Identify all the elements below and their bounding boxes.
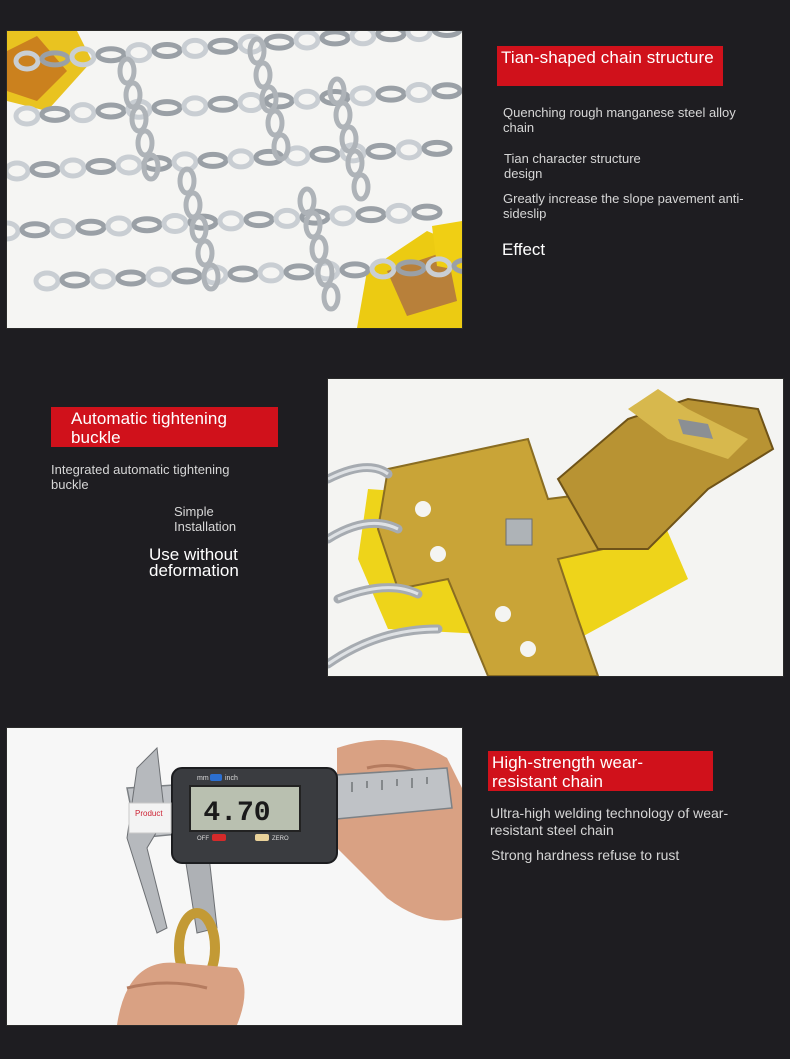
chain-link xyxy=(108,218,130,234)
section1-point-3: Greatly increase the slope pavement anti-sideslip xyxy=(503,191,744,221)
chain-link xyxy=(180,169,194,193)
chain-link xyxy=(210,40,236,52)
section1-point-1: Quenching rough manganese steel alloy chain xyxy=(503,105,736,135)
chain-link xyxy=(92,271,114,287)
chain-link xyxy=(286,266,312,278)
caliper-unit-inch: inch xyxy=(225,775,238,782)
chain-link xyxy=(186,193,200,217)
chain-link xyxy=(342,264,368,276)
chain-link xyxy=(266,95,292,107)
chain-link xyxy=(424,142,450,154)
section3-heading xyxy=(488,751,713,791)
chain-link xyxy=(296,32,318,48)
chain-link xyxy=(336,103,350,127)
chain-structure-photo xyxy=(7,31,462,328)
chain-link xyxy=(88,160,114,172)
chain-link xyxy=(98,105,124,117)
chain-link xyxy=(368,145,394,157)
chain-link xyxy=(174,270,200,282)
chain-link xyxy=(352,31,374,44)
chain-link xyxy=(16,108,38,124)
chain-link xyxy=(230,268,256,280)
chain-link xyxy=(378,31,404,40)
chain-link xyxy=(22,224,48,236)
section2-point-3: Use without deformation xyxy=(149,545,239,580)
zero-label: ZERO xyxy=(272,836,289,842)
section2-point-2: Simple Installation xyxy=(174,504,237,534)
chain-link xyxy=(138,131,152,155)
off-button xyxy=(212,834,226,841)
chain-link xyxy=(352,88,374,104)
chain-link xyxy=(52,220,74,236)
chain-link xyxy=(300,189,314,213)
chain-link xyxy=(378,88,404,100)
chain-link xyxy=(134,219,160,231)
chain-link xyxy=(7,223,18,239)
chain-link xyxy=(434,31,460,36)
chain-link xyxy=(296,91,318,107)
chain-link xyxy=(408,84,430,100)
chain-link xyxy=(220,213,242,229)
chain-link xyxy=(154,45,180,57)
chain-link xyxy=(358,209,384,221)
chain-link xyxy=(246,214,272,226)
sticker-text: Product xyxy=(135,809,163,818)
chain-link xyxy=(42,108,68,120)
chain-link xyxy=(154,102,180,114)
caliper-reading: 4.70 xyxy=(203,798,271,829)
chain-link xyxy=(148,269,170,285)
section3-point-2: Strong hardness refuse to rust xyxy=(491,847,680,863)
chain-link xyxy=(268,111,282,135)
chain-link xyxy=(332,208,354,224)
chain-link xyxy=(256,63,270,87)
chain-link xyxy=(62,274,88,286)
chain-link xyxy=(312,237,326,261)
chain-link xyxy=(210,98,236,110)
chain-link xyxy=(388,205,410,221)
chain-link xyxy=(398,142,420,158)
chain-link xyxy=(118,272,144,284)
chain-link xyxy=(266,36,292,48)
off-label: OFF xyxy=(197,836,209,842)
chain-link xyxy=(32,163,58,175)
chain-link xyxy=(120,59,134,83)
section1-point-2: Tian character structure design xyxy=(504,151,641,181)
chain-link xyxy=(276,210,298,226)
unit-toggle-button xyxy=(210,774,222,781)
section1-heading-text: Tian-shaped chain structure xyxy=(501,48,714,67)
caliper-unit-mm: mm xyxy=(197,775,209,782)
chain-link xyxy=(324,285,338,309)
section2-heading xyxy=(51,407,278,447)
chain-link xyxy=(118,157,140,173)
chain-link xyxy=(408,31,430,40)
chain-link xyxy=(312,148,338,160)
chain-link xyxy=(260,265,282,281)
zero-button xyxy=(255,834,269,841)
chain-link xyxy=(62,160,84,176)
chain-link xyxy=(414,206,440,218)
caliper-photo xyxy=(7,728,462,1025)
chain-link xyxy=(434,85,460,97)
buckle-photo xyxy=(328,379,783,676)
chain-link xyxy=(198,241,212,265)
section1-heading xyxy=(497,46,723,86)
chain-link xyxy=(200,154,226,166)
chain-link xyxy=(240,95,262,111)
chain-link xyxy=(78,221,104,233)
chain-link xyxy=(322,32,348,44)
chain-link xyxy=(354,175,368,199)
chain-link xyxy=(98,49,124,61)
section3-point-1: Ultra-high welding technology of wear-resistant steel chain xyxy=(490,805,729,838)
chain-link xyxy=(184,40,206,56)
section3-heading-text: High-strength wear-resistant chain xyxy=(492,753,644,791)
chain-link xyxy=(230,151,252,167)
chain-link xyxy=(164,215,186,231)
chain-link xyxy=(36,273,58,289)
section2-point-1: Integrated automatic tightening buckle xyxy=(51,462,230,492)
chain-link xyxy=(72,105,94,121)
chain-link xyxy=(184,98,206,114)
chain-link xyxy=(7,163,28,179)
section1-point-4: Effect xyxy=(502,240,546,259)
section2-heading-text: Automatic tightening buckle xyxy=(71,409,228,447)
